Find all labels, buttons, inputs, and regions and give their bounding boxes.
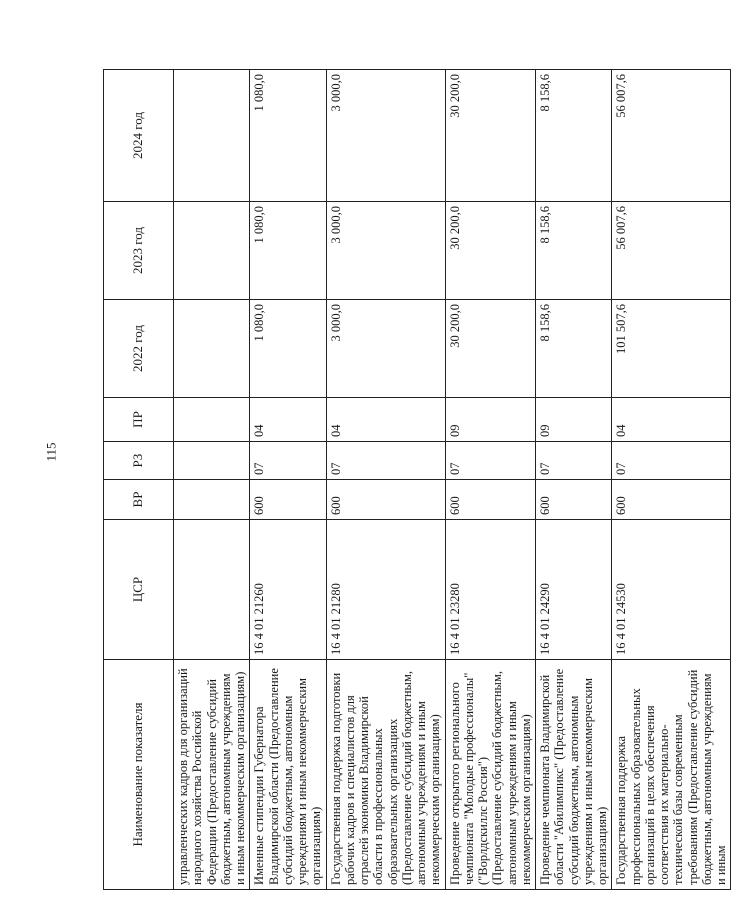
cell-2023: 56 007,6 — [612, 202, 731, 300]
header-pr: ПР — [104, 398, 174, 442]
cell-pr: 09 — [445, 398, 536, 442]
cell-csr: 16 4 01 21280 — [326, 520, 445, 660]
cell-name: Проведение открытого регионального чемпионата "Молодые профессионалы" ("Ворлдскиллс Россия") (Предоставление субсидий бюджетным, автономным учреждениям и иным некоммерческим организациям) — [445, 660, 536, 890]
cell-name: Государственная поддержка подготовки рабочих кадров и специалистов для отраслей экономики Владимирской области в профессиональных образовательных организациях (Предоставление субсидий бюджетным, автономным учреждениям и иным некоммерческим организациям) — [326, 660, 445, 890]
cell-name: управленческих кадров для организаций народного хозяйства Российской Федерации (Предоставление субсидий бюджетным, автономным учреждениям и иным некоммерческим организациям) — [174, 660, 250, 890]
budget-table — [103, 69, 731, 890]
rotated-page — [103, 70, 728, 890]
cell-vr — [174, 480, 250, 520]
cell-rz: 07 — [250, 442, 326, 480]
cell-2024 — [174, 70, 250, 202]
header-name: Наименование показателя — [104, 660, 174, 890]
cell-vr: 600 — [326, 480, 445, 520]
header-2022: 2022 год — [104, 300, 174, 398]
cell-csr: 16 4 01 23280 — [445, 520, 536, 660]
header-2024: 2024 год — [104, 70, 174, 202]
cell-2024: 1 080,0 — [250, 70, 326, 202]
cell-2023: 30 200,0 — [445, 202, 536, 300]
cell-rz — [174, 442, 250, 480]
cell-2022: 1 080,0 — [250, 300, 326, 398]
cell-2023 — [174, 202, 250, 300]
table-row — [326, 70, 445, 890]
table-row — [445, 70, 536, 890]
cell-rz: 07 — [612, 442, 731, 480]
cell-csr — [174, 520, 250, 660]
header-2023: 2023 год — [104, 202, 174, 300]
cell-2022: 3 000,0 — [326, 300, 445, 398]
cell-2023: 8 158,6 — [536, 202, 612, 300]
cell-2024: 3 000,0 — [326, 70, 445, 202]
page-number: 115 — [43, 442, 59, 462]
cell-2022: 101 507,6 — [612, 300, 731, 398]
cell-pr: 04 — [250, 398, 326, 442]
cell-2024: 56 007,6 — [612, 70, 731, 202]
cell-pr: 09 — [536, 398, 612, 442]
cell-rz: 07 — [445, 442, 536, 480]
cell-2023: 1 080,0 — [250, 202, 326, 300]
cell-rz: 07 — [536, 442, 612, 480]
table-row — [612, 70, 731, 890]
cell-csr: 16 4 01 21260 — [250, 520, 326, 660]
cell-2024: 8 158,6 — [536, 70, 612, 202]
cell-pr: 04 — [612, 398, 731, 442]
cell-rz: 07 — [326, 442, 445, 480]
cell-vr: 600 — [250, 480, 326, 520]
header-csr: ЦСР — [104, 520, 174, 660]
cell-2022 — [174, 300, 250, 398]
cell-pr — [174, 398, 250, 442]
header-vr: ВР — [104, 480, 174, 520]
cell-2022: 30 200,0 — [445, 300, 536, 398]
cell-vr: 600 — [445, 480, 536, 520]
cell-2024: 30 200,0 — [445, 70, 536, 202]
table-row — [536, 70, 612, 890]
cell-2023: 3 000,0 — [326, 202, 445, 300]
cell-pr: 04 — [326, 398, 445, 442]
table-row — [250, 70, 326, 890]
cell-csr: 16 4 01 24290 — [536, 520, 612, 660]
cell-csr: 16 4 01 24530 — [612, 520, 731, 660]
header-rz: РЗ — [104, 442, 174, 480]
cell-name: Государственная поддержка профессиональных образовательных организаций в целях обеспечения соответствия их материально-технической базы современным требованиям (Предоставление субсидий бюджетным, автономным учреждениям и иным — [612, 660, 731, 890]
table-row — [174, 70, 250, 890]
table-header-row — [104, 70, 174, 890]
cell-vr: 600 — [536, 480, 612, 520]
cell-2022: 8 158,6 — [536, 300, 612, 398]
cell-vr: 600 — [612, 480, 731, 520]
cell-name: Именные стипендии Губернатора Владимирской области (Предоставление субсидий бюджетным, автономным учреждениям и иным некоммерческим организациям) — [250, 660, 326, 890]
cell-name: Проведение чемпионата Владимирской области "Абилимпикс" (Предоставление субсидий бюджетным, автономным учреждениям и иным некоммерческим организациям) — [536, 660, 612, 890]
